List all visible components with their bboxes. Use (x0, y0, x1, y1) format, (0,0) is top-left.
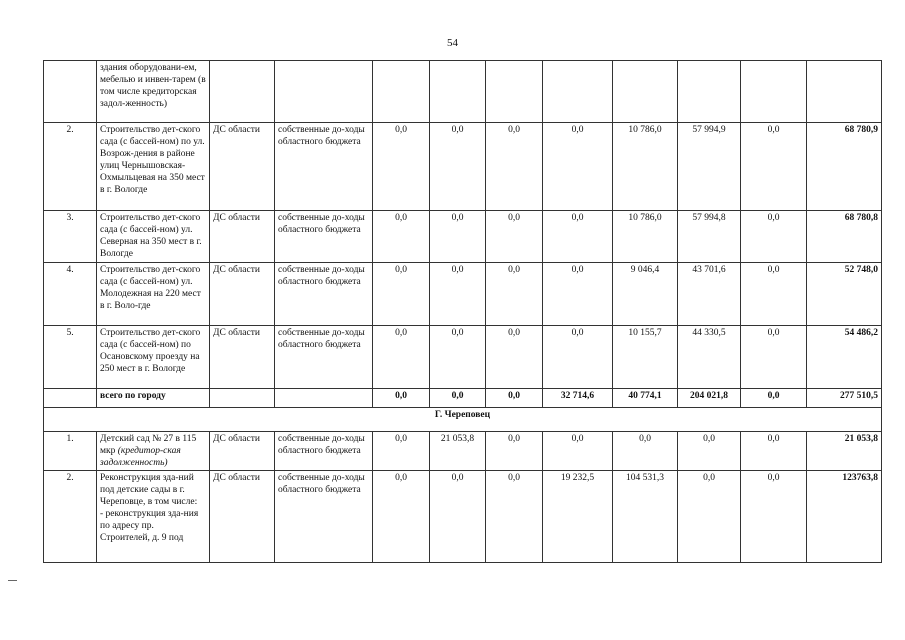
cell-total: 21 053,8 (807, 432, 882, 471)
cell-total: 123763,8 (807, 471, 882, 563)
cell-empty (210, 389, 275, 408)
cell-customer: ДС области (210, 326, 275, 389)
cell-value: 0,0 (486, 211, 543, 263)
cell-value: 0,0 (430, 471, 486, 563)
cell-value: 0,0 (741, 326, 807, 389)
cell-value: 0,0 (430, 263, 486, 326)
cell-source: собственные до-ходы областного бюджета (275, 471, 373, 563)
table-row (44, 471, 882, 563)
cell-name-note: (кредитор-ская задолженность) (100, 446, 181, 468)
cell-customer: ДС области (210, 211, 275, 263)
cell-name-subitem: - реконструкция зда-ния по адресу пр. Строителей, д. 9 под (100, 509, 199, 543)
cell-value: 0,0 (543, 211, 613, 263)
cell-value: 0,0 (613, 432, 678, 471)
cell-no: 5. (44, 326, 97, 389)
cell-total: 52 748,0 (807, 263, 882, 326)
cell-empty (430, 61, 486, 123)
cell-value: 0,0 (430, 123, 486, 211)
cell-name (97, 432, 210, 471)
cell-no (44, 61, 97, 123)
cell-value: 0,0 (373, 471, 430, 563)
table-row (44, 211, 882, 263)
cell-value: 0,0 (543, 326, 613, 389)
cell-value: 32 714,6 (543, 389, 613, 408)
financing-table (43, 60, 882, 563)
cell-name-text: Детский сад № 27 в 115 мкр (100, 434, 197, 456)
cell-empty (210, 61, 275, 123)
cell-value: 9 046,4 (613, 263, 678, 326)
page-number: 54 (447, 37, 458, 49)
cell-value: 0,0 (678, 471, 741, 563)
cell-value: 44 330,5 (678, 326, 741, 389)
cell-value: 0,0 (741, 211, 807, 263)
cell-value: 19 232,5 (543, 471, 613, 563)
cell-source: собственные до-ходы областного бюджета (275, 123, 373, 211)
cell-value: 0,0 (486, 263, 543, 326)
cell-value: 21 053,8 (430, 432, 486, 471)
cell-source: собственные до-ходы областного бюджета (275, 326, 373, 389)
cell-value: 0,0 (741, 432, 807, 471)
cell-no: 3. (44, 211, 97, 263)
cell-value: 0,0 (373, 326, 430, 389)
cell-no (44, 389, 97, 408)
cell-value: 40 774,1 (613, 389, 678, 408)
cell-value: 57 994,9 (678, 123, 741, 211)
section-header-row (44, 408, 882, 432)
table-row-city-total (44, 389, 882, 408)
cell-no: 4. (44, 263, 97, 326)
cell-value: 0,0 (543, 432, 613, 471)
cell-value: 0,0 (373, 263, 430, 326)
cell-value: 0,0 (430, 326, 486, 389)
cell-value: 0,0 (430, 389, 486, 408)
cell-value: 57 994,8 (678, 211, 741, 263)
cell-name: Строительство дет-ского сада (с бассей-ном) по Осановскому проезду на 250 мест в г. Вологде (97, 326, 210, 389)
cell-value: 0,0 (486, 326, 543, 389)
cell-empty (678, 61, 741, 123)
cell-value: 0,0 (543, 263, 613, 326)
cell-empty (613, 61, 678, 123)
cell-total: 68 780,8 (807, 211, 882, 263)
cell-value: 0,0 (486, 432, 543, 471)
cell-value: 10 786,0 (613, 123, 678, 211)
cell-total: 68 780,9 (807, 123, 882, 211)
cell-empty (275, 61, 373, 123)
table-row-continued (44, 61, 882, 123)
cell-empty (741, 61, 807, 123)
table-row (44, 123, 882, 211)
cell-source: собственные до-ходы областного бюджета (275, 432, 373, 471)
cell-customer: ДС области (210, 471, 275, 563)
table-row (44, 432, 882, 471)
cell-empty (543, 61, 613, 123)
cell-name-text: Реконструкция зда-ний под детские сады в г. Череповце, в том числе: (100, 473, 198, 507)
cell-no: 2. (44, 123, 97, 211)
cell-no: 2. (44, 471, 97, 563)
cell-total: 54 486,2 (807, 326, 882, 389)
cell-name: здания оборудовани-ем, мебелью и инвен-тарем (в том числе кредиторская задол-женность) (97, 61, 210, 123)
cell-total: 277 510,5 (807, 389, 882, 408)
cell-name: Строительство дет-ского сада (с бассей-ном) ул. Молодежная на 220 мест в г. Воло-где (97, 263, 210, 326)
margin-mark (8, 580, 17, 581)
cell-empty (486, 61, 543, 123)
cell-customer: ДС области (210, 263, 275, 326)
cell-value: 0,0 (373, 123, 430, 211)
cell-customer: ДС области (210, 432, 275, 471)
cell-value: 43 701,6 (678, 263, 741, 326)
cell-name: Строительство дет-ского сада (с бассей-ном) ул. Северная на 350 мест в г. Вологде (97, 211, 210, 263)
cell-value: 0,0 (543, 123, 613, 211)
cell-value: 10 786,0 (613, 211, 678, 263)
cell-value: 0,0 (678, 432, 741, 471)
cell-empty (807, 61, 882, 123)
cell-value: 104 531,3 (613, 471, 678, 563)
cell-value: 0,0 (373, 211, 430, 263)
cell-customer: ДС области (210, 123, 275, 211)
cell-value: 0,0 (741, 123, 807, 211)
section-title: Г. Череповец (44, 408, 882, 432)
cell-value: 0,0 (741, 263, 807, 326)
cell-empty (373, 61, 430, 123)
cell-value: 0,0 (373, 389, 430, 408)
cell-value: 0,0 (486, 123, 543, 211)
cell-value: 0,0 (486, 389, 543, 408)
cell-value: 10 155,7 (613, 326, 678, 389)
cell-value: 204 021,8 (678, 389, 741, 408)
cell-value: 0,0 (486, 471, 543, 563)
cell-name (97, 471, 210, 563)
table-row (44, 326, 882, 389)
cell-source: собственные до-ходы областного бюджета (275, 263, 373, 326)
cell-value: 0,0 (430, 211, 486, 263)
table-row (44, 263, 882, 326)
city-total-label: всего по городу (97, 389, 210, 408)
cell-value: 0,0 (741, 471, 807, 563)
cell-value: 0,0 (741, 389, 807, 408)
cell-value: 0,0 (373, 432, 430, 471)
cell-source: собственные до-ходы областного бюджета (275, 211, 373, 263)
cell-no: 1. (44, 432, 97, 471)
cell-name: Строительство дет-ского сада (с бассей-ном) по ул. Возрож-дения в районе улиц Чернышовская-Охмыльцевая на 350 мест в г. Вологде (97, 123, 210, 211)
cell-empty (275, 389, 373, 408)
